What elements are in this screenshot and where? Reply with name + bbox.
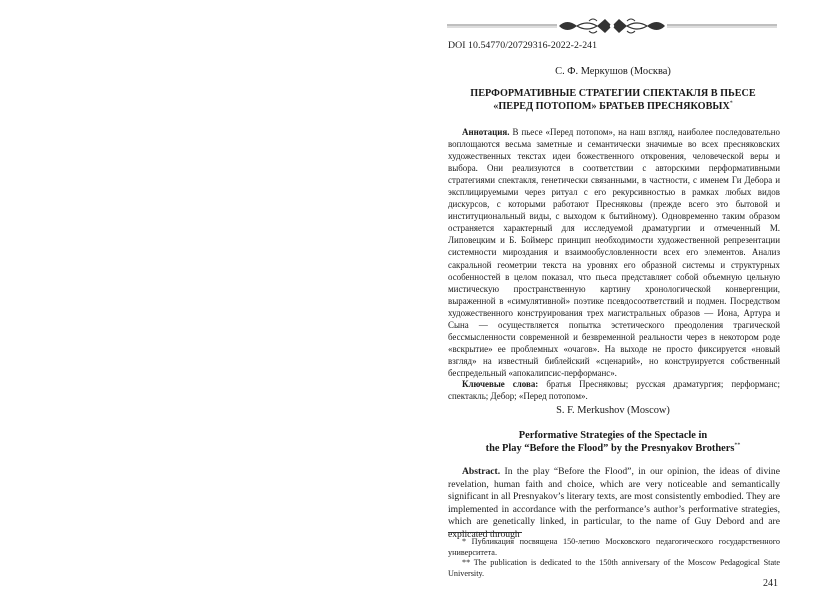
article-title-english <box>448 430 778 455</box>
title-line-2: the Play “Before the Flood” by the Presnyakov Brothers** <box>485 442 741 454</box>
abstract-label: Аннотация. <box>462 127 510 137</box>
page-number: 241 <box>763 578 778 589</box>
ornament-divider-icon <box>447 16 777 36</box>
footnote-marker: ** <box>734 442 741 449</box>
abstract-label: Abstract. <box>462 466 501 477</box>
abstract-text: В пьесе «Перед потопом», на наш взгляд, наиболее последовательно воплощаются весьма заметные и семантически значимые во всех пресняковских художественных текстах идеи божественного откровения, человеческой веры и выбора. Они реализуются в соответствии с авторскими перформативными стратегиями спектакля, генетически связанными, в частности, с именем Ги Дебора и эксплицируемыми через ритуал с его рекурсивностью в рамках любых видов дискурсов, с которыми работают Пресняковы (прежде всего это бытовой и институциональный виды, с выходом к бытийному). Одновременно таким образом остраняется характерный для исследуемой драматургии и отмеченный М. Липовецким и Б. Боймерс принцип необходимости художественной репрезентации системности мироздания и взаимообусловленности всех его элементов. Анализ сакральной геометрии текста на уровнях его образной системы и структурных особенностей в целом показал, что пьеса представляет собой объемную цельную мистическую пространственную картину хронологической конвергенции, выраженной в «симулятивной» поэтике псевдосоответствий и подмен. Посредством художественного конструирования трех магистральных образов — Иона, Артура и Сына — осуществляется попытка эстетического преодоления трагической бессмысленности современной и безвременной реальности через в некотором роде «вскрытие» ее проблемных «очагов». На выходе не просто фиксируется «новый взгляд» на известный библейский «сценарий», но конструируется собственный беспредельный «апокалипсис-перформанс». <box>448 127 780 378</box>
abstract-english <box>448 466 780 542</box>
keywords-text: братья Пресняковы; русская драматургия; перформанс; спектакль; Дебор; «Перед потопом». <box>448 379 781 402</box>
abstract-text: In the play “Before the Flood”, in our opinion, the ideas of divine revelation, human faith and choice, which are very noticeable and semantically significant in all Presnyakov’s literary texts, are most consistently embodied. They are implemented in accordance with the performance’s author’s performative strategies, which are genetically linked, in particular, to the name of Guy Debord and are explicated through <box>448 466 780 540</box>
title-line-1: Performative Strategies of the Spectacle in <box>518 430 708 441</box>
footnote-divider <box>448 532 522 533</box>
author-english: S. F. Merkushov (Moscow) <box>556 405 670 416</box>
footnote-1: * Публикация посвящена 150-летию Московского педагогического государственного университета. <box>448 537 780 557</box>
keywords-label: Ключевые слова: <box>462 379 539 389</box>
author-russian: С. Ф. Меркушов (Москва) <box>555 66 671 77</box>
title-line-1: ПЕРФОРМАТИВНЫЕ СТРАТЕГИИ СПЕКТАКЛЯ В ПЬЕСЕ <box>470 88 756 99</box>
footnote-2: ** The publication is dedicated to the 150th anniversary of the Moscow Pedagogical State University. <box>448 558 780 578</box>
title-line-2: «ПЕРЕД ПОТОПОМ» БРАТЬЕВ ПРЕСНЯКОВЫХ* <box>493 100 733 112</box>
footnote-marker: * <box>729 100 733 107</box>
abstract-russian <box>448 126 780 379</box>
article-title-russian <box>448 88 778 113</box>
keywords-russian <box>448 378 780 402</box>
doi-identifier: DOI 10.54770/20729316-2022-2-241 <box>448 40 598 51</box>
